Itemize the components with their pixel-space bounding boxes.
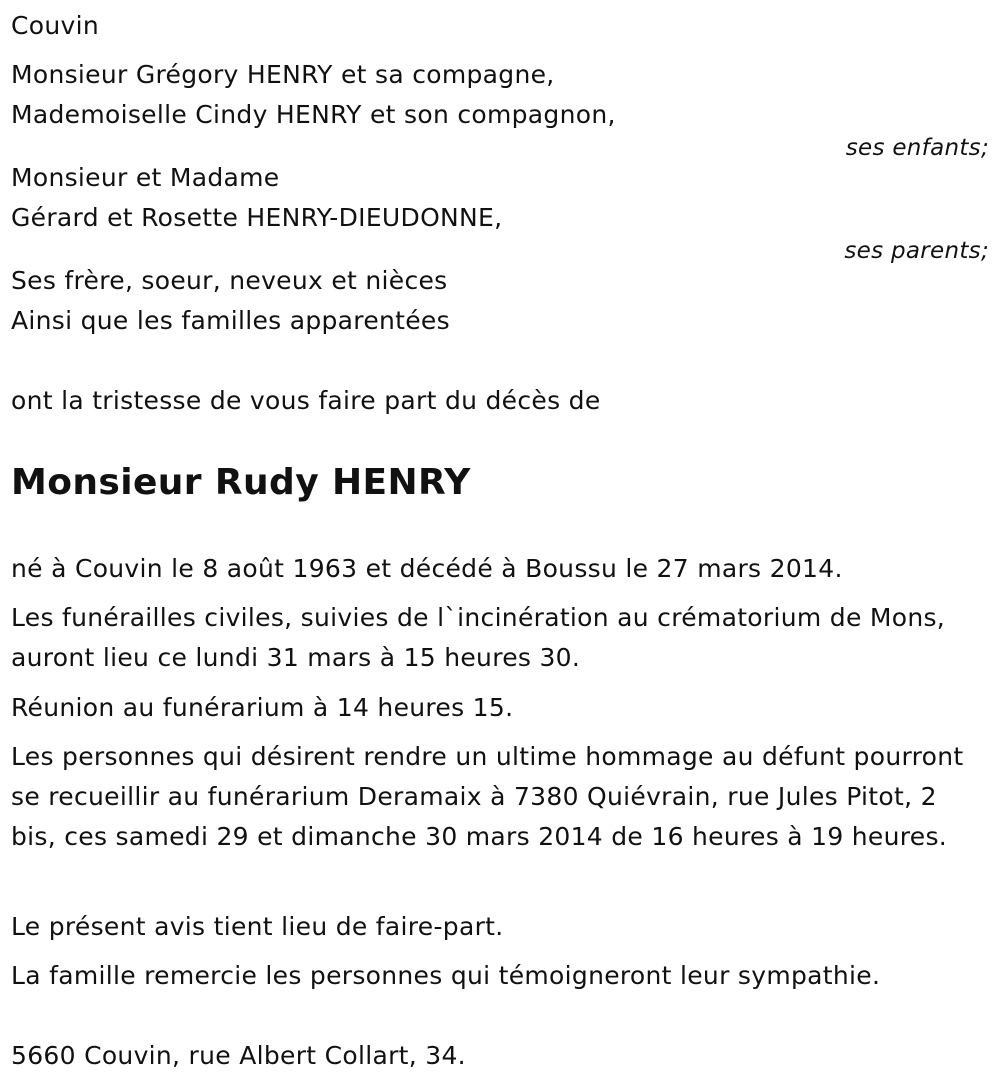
family-line-1: Ses frère, soeur, neveux et nièces <box>11 266 448 295</box>
family-block <box>11 261 989 341</box>
meeting-time: Réunion au funérarium à 14 heures 15. <box>11 693 514 722</box>
thanks: La famille remercie les personnes qui témoigneront leur sympathie. <box>11 961 881 990</box>
parents-role: ses parents; <box>844 238 989 264</box>
children-role: ses enfants; <box>845 135 989 161</box>
children-line-2: Mademoiselle Cindy HENRY et son compagnon, <box>11 100 616 129</box>
funeral-details: Les funérailles civiles, suivies de l`incinération au crématorium de Mons, auront lieu ce lundi 31 mars à 15 heures 30. <box>11 603 946 672</box>
location: Couvin <box>11 11 99 40</box>
family-line-2: Ainsi que les familles apparentées <box>11 306 450 335</box>
notice: Le présent avis tient lieu de faire-part. <box>11 912 504 941</box>
deceased-name: Monsieur Rudy HENRY <box>11 462 471 503</box>
birth-death: né à Couvin le 8 août 1963 et décédé à Boussu le 27 mars 2014. <box>11 554 843 583</box>
parents-line-1: Monsieur et Madame <box>11 163 280 192</box>
children-line-1: Monsieur Grégory HENRY et sa compagne, <box>11 60 555 89</box>
parents-line-2: Gérard et Rosette HENRY-DIEUDONNE, <box>11 203 503 232</box>
parents-block <box>11 158 989 264</box>
children-block <box>11 55 989 161</box>
announcement: ont la tristesse de vous faire part du décès de <box>11 386 601 415</box>
address: 5660 Couvin, rue Albert Collart, 34. <box>11 1041 466 1070</box>
homage-details: Les personnes qui désirent rendre un ultime hommage au défunt pourront se recueillir au funérarium Deramaix à 7380 Quiévrain, rue Jules Pitot, 2 bis, ces samedi 29 et dimanche 30 mars 2014 de 16 heures à 19 heures. <box>11 742 964 851</box>
